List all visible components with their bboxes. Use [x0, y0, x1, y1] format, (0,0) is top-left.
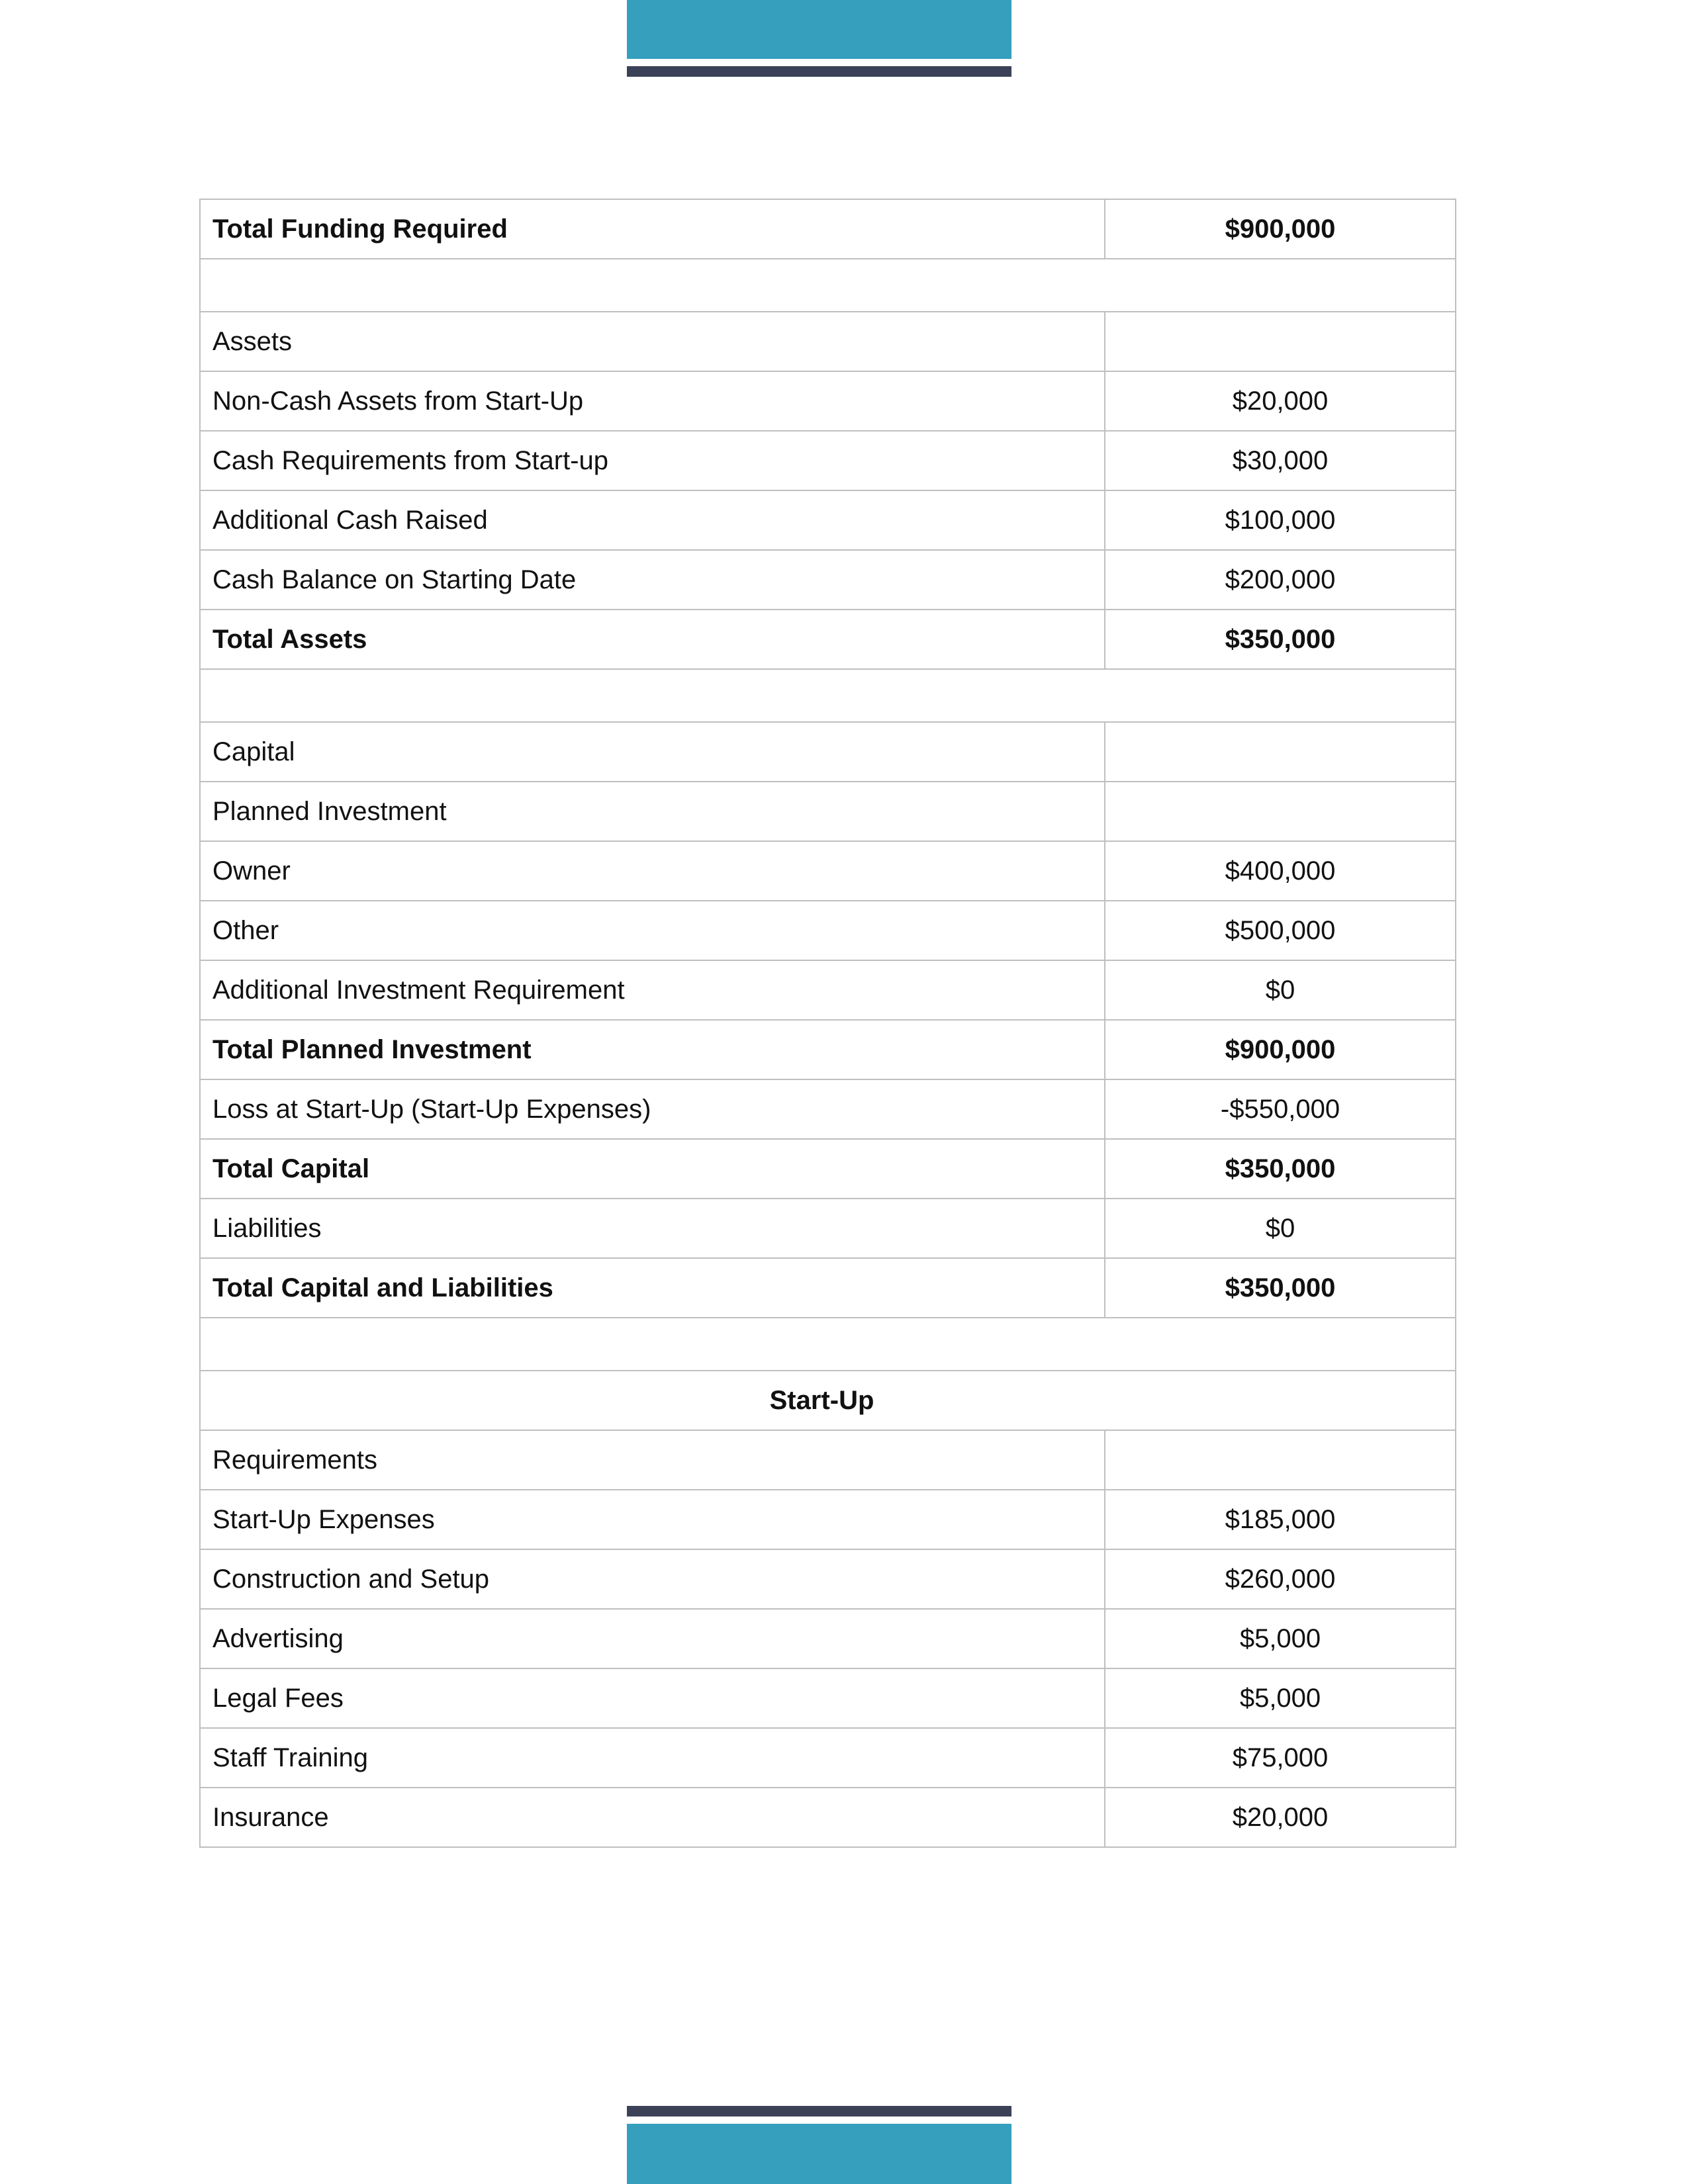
- row-label: Total Assets: [200, 610, 1105, 669]
- row-label: Liabilities: [200, 1199, 1105, 1258]
- table-row: [200, 1430, 1456, 1490]
- funding-table-body: [200, 199, 1456, 1847]
- table-row: [200, 550, 1456, 610]
- table-row: [200, 1199, 1456, 1258]
- row-value: $0: [1105, 1199, 1456, 1258]
- table-row: [200, 1258, 1456, 1318]
- table-row: [200, 371, 1456, 431]
- table-row: [200, 960, 1456, 1020]
- table-row: [200, 431, 1456, 490]
- row-label: Legal Fees: [200, 1668, 1105, 1728]
- row-value: $30,000: [1105, 431, 1456, 490]
- spacer-row: [200, 1318, 1456, 1371]
- row-value: $200,000: [1105, 550, 1456, 610]
- table-row: [200, 1609, 1456, 1668]
- spacer-cell: [200, 669, 1456, 722]
- row-value: -$550,000: [1105, 1079, 1456, 1139]
- row-value: $260,000: [1105, 1549, 1456, 1609]
- row-label: Insurance: [200, 1788, 1105, 1847]
- row-label: Loss at Start-Up (Start-Up Expenses): [200, 1079, 1105, 1139]
- row-label: Other: [200, 901, 1105, 960]
- table-row: [200, 1490, 1456, 1549]
- table-row: [200, 841, 1456, 901]
- row-label: Start-Up Expenses: [200, 1490, 1105, 1549]
- row-value: [1105, 782, 1456, 841]
- footer-navy-rule: [627, 2106, 1011, 2116]
- row-value: $75,000: [1105, 1728, 1456, 1788]
- funding-table: [199, 199, 1456, 1848]
- row-label: Advertising: [200, 1609, 1105, 1668]
- row-label: Staff Training: [200, 1728, 1105, 1788]
- row-value: $20,000: [1105, 371, 1456, 431]
- row-label: Cash Balance on Starting Date: [200, 550, 1105, 610]
- row-value: $185,000: [1105, 1490, 1456, 1549]
- table-row: [200, 722, 1456, 782]
- table-row: [200, 312, 1456, 371]
- table-row: [200, 782, 1456, 841]
- spacer-row: [200, 259, 1456, 312]
- table-row: [200, 1139, 1456, 1199]
- row-value: $5,000: [1105, 1668, 1456, 1728]
- row-label: Owner: [200, 841, 1105, 901]
- row-value: $20,000: [1105, 1788, 1456, 1847]
- table-row: [200, 1788, 1456, 1847]
- header-teal-bar: [627, 0, 1011, 59]
- row-value: $350,000: [1105, 610, 1456, 669]
- row-label: Requirements: [200, 1430, 1105, 1490]
- row-value: $350,000: [1105, 1139, 1456, 1199]
- table-row: [200, 199, 1456, 259]
- row-value: [1105, 722, 1456, 782]
- table-row: [200, 1668, 1456, 1728]
- row-value: $5,000: [1105, 1609, 1456, 1668]
- row-label: Planned Investment: [200, 782, 1105, 841]
- table-row: [200, 1079, 1456, 1139]
- section-heading: Start-Up: [200, 1371, 1456, 1430]
- row-value: $100,000: [1105, 490, 1456, 550]
- section-heading-row: [200, 1371, 1456, 1430]
- row-label: Total Capital: [200, 1139, 1105, 1199]
- spacer-cell: [200, 1318, 1456, 1371]
- row-label: Total Funding Required: [200, 199, 1105, 259]
- header-navy-rule: [627, 66, 1011, 77]
- row-value: $0: [1105, 960, 1456, 1020]
- table-row: [200, 1549, 1456, 1609]
- row-label: Additional Investment Requirement: [200, 960, 1105, 1020]
- row-label: Total Capital and Liabilities: [200, 1258, 1105, 1318]
- table-row: [200, 1728, 1456, 1788]
- spacer-cell: [200, 259, 1456, 312]
- row-value: [1105, 312, 1456, 371]
- table-row: [200, 1020, 1456, 1079]
- row-value: $900,000: [1105, 199, 1456, 259]
- row-label: Non-Cash Assets from Start-Up: [200, 371, 1105, 431]
- row-value: $350,000: [1105, 1258, 1456, 1318]
- table-row: [200, 490, 1456, 550]
- row-label: Capital: [200, 722, 1105, 782]
- footer-teal-bar: [627, 2124, 1011, 2184]
- row-value: $900,000: [1105, 1020, 1456, 1079]
- table-row: [200, 901, 1456, 960]
- spacer-row: [200, 669, 1456, 722]
- row-label: Total Planned Investment: [200, 1020, 1105, 1079]
- row-label: Cash Requirements from Start-up: [200, 431, 1105, 490]
- row-label: Assets: [200, 312, 1105, 371]
- row-value: $500,000: [1105, 901, 1456, 960]
- table-row: [200, 610, 1456, 669]
- row-label: Construction and Setup: [200, 1549, 1105, 1609]
- row-value: $400,000: [1105, 841, 1456, 901]
- row-label: Additional Cash Raised: [200, 490, 1105, 550]
- row-value: [1105, 1430, 1456, 1490]
